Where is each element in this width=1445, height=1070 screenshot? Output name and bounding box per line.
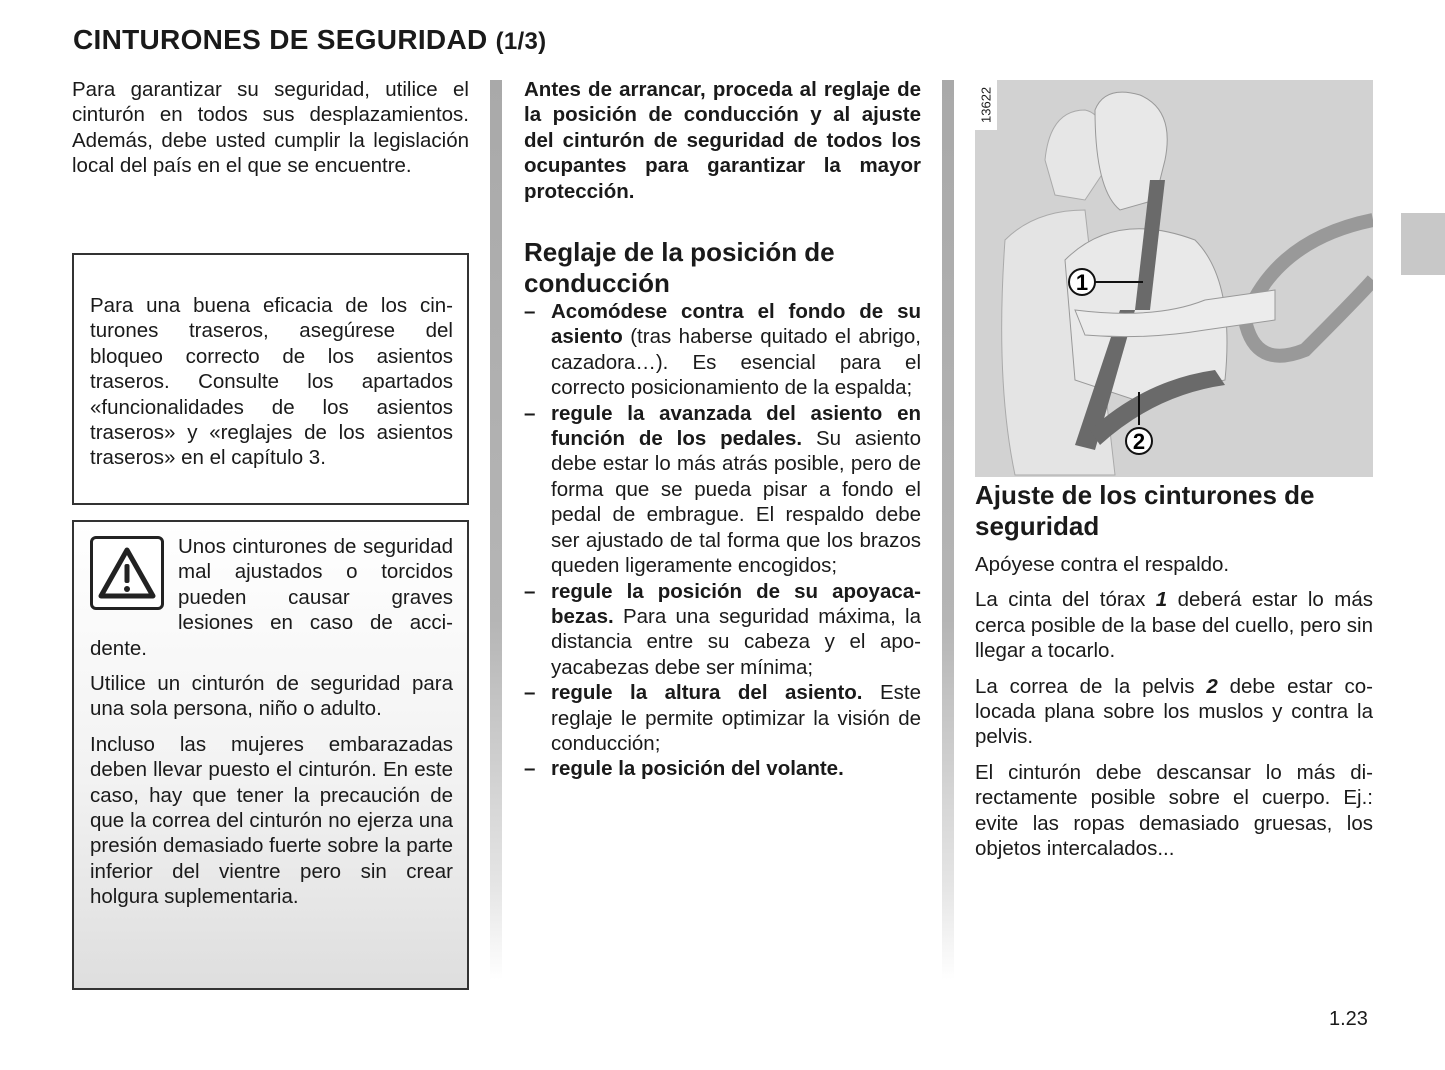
dash: – (524, 300, 536, 324)
text: La correa de la pelvis (975, 674, 1207, 698)
title-main: CINTURONES DE SEGURIDAD (73, 24, 488, 55)
ref-1: 1 (1155, 588, 1168, 612)
column-divider (490, 80, 502, 980)
item-text: Este reglaje le permite optimizar la visión de conducción; (551, 681, 921, 755)
adjustment-list (524, 299, 921, 782)
ref-2: 2 (1206, 674, 1218, 698)
note-box (72, 253, 469, 505)
callout-2: 2 (1132, 429, 1146, 454)
seatbelt-illustration (975, 80, 1373, 477)
item-bold: regule la posición del volante. (551, 757, 844, 781)
item-bold: regule la avanzada del asiento en función de los pedales. (551, 401, 921, 451)
note-text: Para una buena eficacia de los cinturones traseros, asegúrese del bloqueo correcto de los asientos traseros. Consulte los apartados «funcionalidades de los asientos traseros» y «reglajes de los asientos traseros» en el capítulo 3. (90, 294, 453, 470)
item-text: (tras haberse quitado el abrigo, cazadora…). Es esencial para el correcto posicionamiento de la espalda; (551, 325, 921, 400)
intro-bold: Antes de arrancar, proceda al reglaje de la posición de conducción y al ajuste del cinturón de seguridad de todos los ocupantes para garantizar la mayor protección. (524, 78, 921, 203)
dash: – (524, 579, 536, 603)
list-item (524, 401, 921, 579)
paragraph (975, 674, 1373, 750)
section-heading: Ajuste de los cinturones de seguridad (975, 480, 1315, 541)
page-number: 1.23 (1329, 1008, 1368, 1030)
column-3 (975, 480, 1373, 871)
item-bold: regule la altura del asiento. (551, 681, 863, 705)
text: La cinta del tórax (975, 588, 1156, 612)
warning-text: Utilice un cinturón de seguridad para una sola persona, niño o adulto. (90, 672, 453, 721)
intro-paragraph: Para garantizar su seguridad, utilice el cinturón en todos sus desplazamientos. Además, debe usted cumplir la legislación local del país en el que se encuentre. (72, 78, 469, 178)
page-title (73, 24, 546, 56)
section-heading: Reglaje de la posición de conducción (524, 237, 835, 299)
item-text: Para una seguridad máxima, la distancia entre su cabeza y el apoyacabezas debe ser mínima; (551, 604, 921, 679)
list-item (524, 756, 921, 781)
item-text: Su asiento debe estar lo más atrás posible, pero de forma que se pueda pisar a fondo el pedal de embrague. El respaldo debe ser ajustado de tal forma que los brazos queden ligeramente encogidos; (551, 427, 921, 578)
chapter-tab (1401, 213, 1445, 275)
list-item (524, 299, 921, 401)
column-1 (72, 77, 469, 189)
warning-box (72, 520, 469, 990)
paragraph (975, 587, 1373, 663)
warning-text: Incluso las mujeres embarazadas deben llevar puesto el cinturón. En este caso, hay que tener la precaución de que la correa del cinturón no ejerza una presión demasiado fuerte sobre la parte inferior del vientre pero sin crear holgura suplementaria. (90, 732, 453, 909)
warning-text: Unos cinturones de seguridad mal ajustados o torcidos pueden causar graves lesiones en caso de accidente. (90, 535, 453, 660)
driver-drawing (975, 80, 1373, 477)
dash: – (524, 757, 536, 781)
title-part: (1/3) (495, 28, 547, 55)
item-bold: regule la posición de su apoyacabezas. (551, 579, 921, 628)
dash: – (524, 401, 536, 425)
column-divider (942, 80, 954, 980)
warning-icon (90, 536, 164, 610)
list-item (524, 680, 921, 756)
dash: – (524, 681, 536, 705)
item-bold: Acomódese contra el fondo de su asiento (551, 300, 921, 349)
column-2 (524, 77, 921, 782)
paragraph: El cinturón debe descansar lo más directamente posible sobre el cuerpo. Ej.: evite las ropas demasiado gruesas, los objetos intercalados... (975, 760, 1373, 861)
text: deberá estar lo más cerca posible de la base del cuello, pero sin llegar a tocarlo. (975, 588, 1373, 663)
list-item (524, 579, 921, 681)
paragraph: Apóyese contra el respaldo. (975, 553, 1230, 576)
text: debe estar colocada plana sobre los muslos y contra la pelvis. (975, 674, 1373, 749)
image-number: 13622 (975, 80, 997, 130)
callout-1: 1 (1075, 270, 1089, 295)
